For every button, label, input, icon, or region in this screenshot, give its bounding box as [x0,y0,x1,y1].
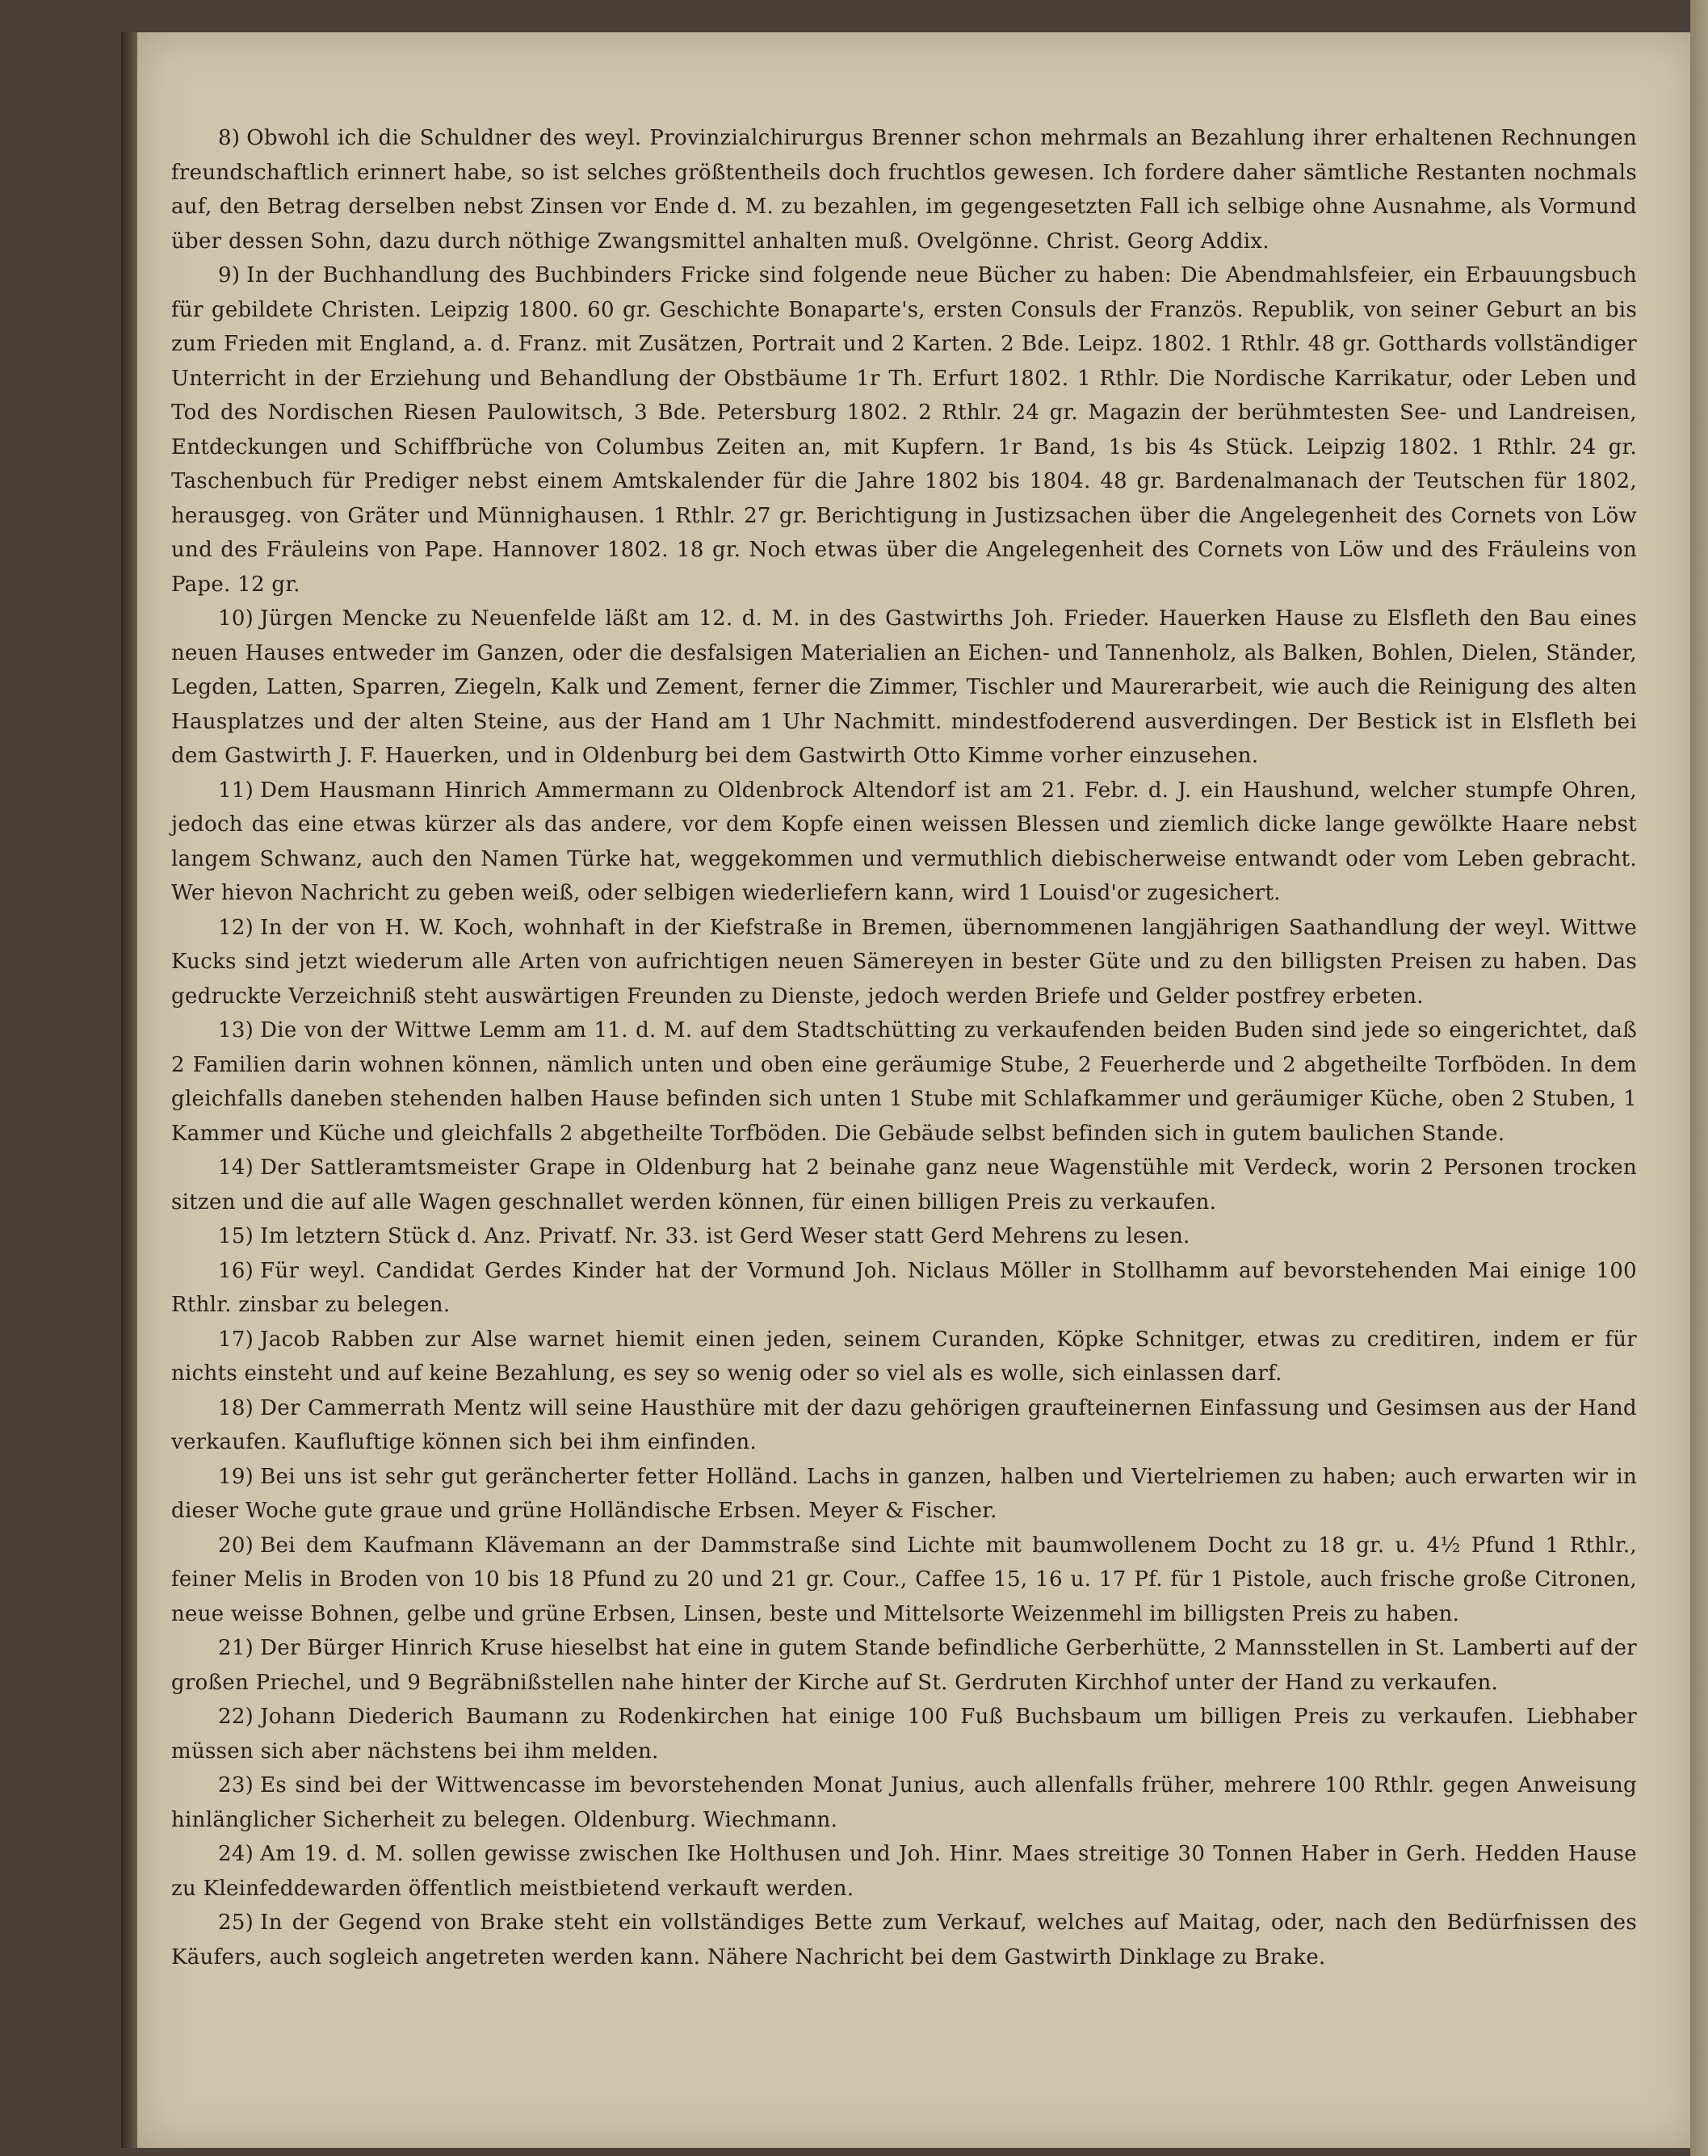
entry-24 [171,1837,1637,1906]
entry-number: 24) [218,1842,254,1866]
entry-text: Jacob Rabben zur Alse warnet hiemit einen jeden, seinem Curanden, Köpke Schnitger, etwas zu creditiren, indem er für nichts einsteht und auf keine Bezahlung, es sey so wenig oder so viel als es wolle, sich einlassen darf. [171,1327,1637,1386]
entry-23 [171,1768,1637,1837]
entry-number: 15) [218,1224,254,1248]
page-edge [1690,0,1708,2156]
entry-19 [171,1460,1637,1529]
entry-17 [171,1323,1637,1391]
entry-number: 14) [218,1156,254,1180]
entry-text: Der Bürger Hinrich Kruse hieselbst hat eine in gutem Stande befindliche Gerberhütte, 2 Mannsstellen in St. Lamberti auf der großen Priechel, und 9 Begräbnißstellen nahe hinter der Kirche auf St. Gerdruten Kirchhof unter der Hand zu verkaufen. [171,1636,1637,1695]
entry-number: 13) [218,1018,254,1042]
entry-9 [171,258,1637,602]
entry-10 [171,602,1637,774]
entry-text: Bei dem Kaufmann Klävemann an der Dammstraße sind Lichte mit baumwollenem Docht zu 18 gr. u. 4½ Pfund 1 Rthlr., feiner Melis in Broden von 10 bis 18 Pfund zu 20 und 21 gr. Cour., Caffee 15, 16 u. 17 Pf. für 1 Pistole, auch frische große Citronen, neue weisse Bohnen, gelbe und grüne Erbsen, Linsen, beste und Mittelsorte Weizenmehl im billigsten Preis zu haben. [171,1533,1637,1626]
entry-25 [171,1906,1637,1974]
entry-text: In der von H. W. Koch, wohnhaft in der Kiefstraße in Bremen, übernommenen langjährigen Saathandlung der weyl. Wittwe Kucks sind jetzt wiederum alle Arten von aufrichtigen neuen Sämereyen in bester Güte und zu den billigsten Preisen zu haben. Das gedruckte Verzeichniß steht auswärtigen Freunden zu Dienste, jedoch werden Briefe und Gelder postfrey erbeten. [171,915,1637,1009]
entry-number: 12) [218,915,254,940]
entry-text: Am 19. d. M. sollen gewisse zwischen Ike Holthusen und Joh. Hinr. Maes streitige 30 Tonnen Haber in Gerh. Hedden Hause zu Kleinfeddewarden öffentlich meistbietend verkauft werden. [171,1842,1637,1901]
entry-text: Bei uns ist sehr gut geräncherter fetter Holländ. Lachs in ganzen, halben und Viertelriemen zu haben; auch erwarten wir in dieser Woche gute graue und grüne Holländische Erbsen. Meyer & Fischer. [171,1464,1637,1523]
entry-text: Im letztern Stück d. Anz. Privatf. Nr. 33. ist Gerd Weser statt Gerd Mehrens zu lesen. [260,1224,1190,1248]
entry-text: Die von der Wittwe Lemm am 11. d. M. auf dem Stadtschütting zu verkaufenden beiden Buden sind jede so eingerichtet, daß 2 Familien darin wohnen können, nämlich unten und oben eine geräumige Stube, 2 Feuerherde und 2 abgetheilte Torfböden. In dem gleichfalls daneben stehenden halben Hause befinden sich unten 1 Stube mit Schlafkammer und geräumiger Küche, oben 2 Stuben, 1 Kammer und Küche und gleichfalls 2 abgetheilte Torfböden. Die Gebäude selbst befinden sich in gutem baulichen Stande. [171,1018,1637,1146]
entry-text: In der Buchhandlung des Buchbinders Fricke sind folgende neue Bücher zu haben: Die Abendmahlsfeier, ein Erbauungsbuch für gebildete Christen. Leipzig 1800. 60 gr. Geschichte Bonaparte's, ersten Consuls der Französ. Republik, von seiner Geburt an bis zum Frieden mit England, a. d. Franz. mit Zusätzen, Portrait und 2 Karten. 2 Bde. Leipz. 1802. 1 Rthlr. 48 gr. Gotthards vollständiger Unterricht in der Erziehung und Behandlung der Obstbäume 1r Th. Erfurt 1802. 1 Rthlr. Die Nordische Karrikatur, oder Leben und Tod des Nordischen Riesen Paulowitsch, 3 Bde. Petersburg 1802. 2 Rthlr. 24 gr. Magazin der berühmtesten See- und Landreisen, Entdeckungen und Schiffbrüche von Columbus Zeiten an, mit Kupfern. 1r Band, 1s bis 4s Stück. Leipzig 1802. 1 Rthlr. 24 gr. Taschenbuch für Prediger nebst einem Amtskalender für die Jahre 1802 bis 1804. 48 gr. Bardenalmanach der Teutschen für 1802, herausgeg. von Gräter und Münnighausen. 1 Rthlr. 27 gr. Berichtigung in Justizsachen über die Angelegenheit des Cornets von Löw und des Fräuleins von Pape. Hannover 1802. 18 gr. Noch etwas über die Angelegenheit des Cornets von Löw und des Fräuleins von Pape. 12 gr. [171,263,1637,597]
entry-18 [171,1391,1637,1460]
entry-text: Obwohl ich die Schuldner des weyl. Provinzialchirurgus Brenner schon mehrmals an Bezahlung ihrer erhaltenen Rechnungen freundschaftlich erinnert habe, so ist selches größtentheils doch fruchtlos gewesen. Ich fordere daher sämtliche Restanten nochmals auf, den Betrag derselben nebst Zinsen vor Ende d. M. zu bezahlen, im gegengesetzten Fall ich selbige ohne Ausnahme, als Vormund über dessen Sohn, dazu durch nöthige Zwangsmittel anhalten muß. Ovelgönne. Christ. Georg Addix. [171,126,1637,254]
entry-20 [171,1529,1637,1632]
entry-22 [171,1700,1637,1768]
entry-number: 23) [218,1773,254,1797]
entry-number: 9) [218,263,241,287]
entry-text: Der Cammerrath Mentz will seine Hausthüre mit der dazu gehörigen graufteinernen Einfassung und Gesimsen aus der Hand verkaufen. Kaufluftige können sich bei ihm einfinden. [171,1395,1637,1454]
text-column [171,121,1637,1974]
entry-text: Johann Diederich Baumann zu Rodenkirchen hat einige 100 Fuß Buchsbaum um billigen Preis zu verkaufen. Liebhaber müssen sich aber nächstens bei ihm melden. [171,1705,1637,1764]
entry-number: 8) [218,126,241,150]
entry-16 [171,1254,1637,1323]
entry-11 [171,774,1637,911]
entry-text: Es sind bei der Wittwencasse im bevorstehenden Monat Junius, auch allenfalls früher, mehrere 100 Rthlr. gegen Anweisung hinlänglicher Sicherheit zu belegen. Oldenburg. Wiechmann. [171,1773,1637,1832]
entry-number: 10) [218,606,254,631]
entry-number: 16) [218,1258,254,1283]
book-gutter [121,32,137,2148]
entry-number: 21) [218,1636,254,1660]
entry-number: 25) [218,1911,254,1935]
entry-number: 18) [218,1395,254,1420]
entry-12 [171,911,1637,1014]
entry-text: In der Gegend von Brake steht ein vollständiges Bette zum Verkauf, welches auf Maitag, oder, nach den Bedürfnissen des Käufers, auch sogleich angetreten werden kann. Nähere Nachricht bei dem Gastwirth Dinklage zu Brake. [171,1911,1637,1969]
entry-number: 22) [218,1705,254,1729]
entry-14 [171,1151,1637,1219]
entry-number: 20) [218,1533,254,1558]
entry-text: Für weyl. Candidat Gerdes Kinder hat der Vormund Joh. Niclaus Möller in Stollhamm auf bevorstehenden Mai einige 100 Rthlr. zinsbar zu belegen. [171,1258,1637,1317]
entry-number: 11) [218,778,254,803]
entry-13 [171,1013,1637,1151]
entry-8 [171,121,1637,258]
entry-text: Der Sattleramtsmeister Grape in Oldenburg hat 2 beinahe ganz neue Wagenstühle mit Verdeck, worin 2 Personen trocken sitzen und die auf alle Wagen geschnallet werden können, für einen billigen Preis zu verkaufen. [171,1156,1637,1214]
entry-15 [171,1219,1637,1254]
entry-number: 17) [218,1327,254,1352]
entry-text: Dem Hausmann Hinrich Ammermann zu Oldenbrock Altendorf ist am 21. Febr. d. J. ein Haushund, welcher stumpfe Ohren, jedoch das eine etwas kürzer als das andere, vor dem Kopfe einen weissen Blessen und ziemlich dicke lange gewölkte Haare nebst langem Schwanz, auch den Namen Türke hat, weggekommen und vermuthlich diebischerweise entwandt oder vom Leben gebracht. Wer hievon Nachricht zu geben weiß, oder selbigen wiederliefern kann, wird 1 Louisd'or zugesichert. [171,778,1637,905]
entry-text: Jürgen Mencke zu Neuenfelde läßt am 12. d. M. in des Gastwirths Joh. Frieder. Hauerken Hause zu Elsfleth den Bau eines neuen Hauses entweder im Ganzen, oder die desfalsigen Materialien an Eichen- und Tannenholz, als Balken, Bohlen, Dielen, Ständer, Legden, Latten, Sparren, Ziegeln, Kalk und Zement, ferner die Zimmer, Tischler und Maurerarbeit, wie auch die Reinigung des alten Hausplatzes und der alten Steine, aus der Hand am 1 Uhr Nachmitt. mindestfoderend ausverdingen. Der Bestick ist in Elsfleth bei dem Gastwirth J. F. Hauerken, und in Oldenburg bei dem Gastwirth Otto Kimme vorher einzusehen. [171,606,1637,768]
entry-number: 19) [218,1464,254,1489]
entry-21 [171,1631,1637,1700]
